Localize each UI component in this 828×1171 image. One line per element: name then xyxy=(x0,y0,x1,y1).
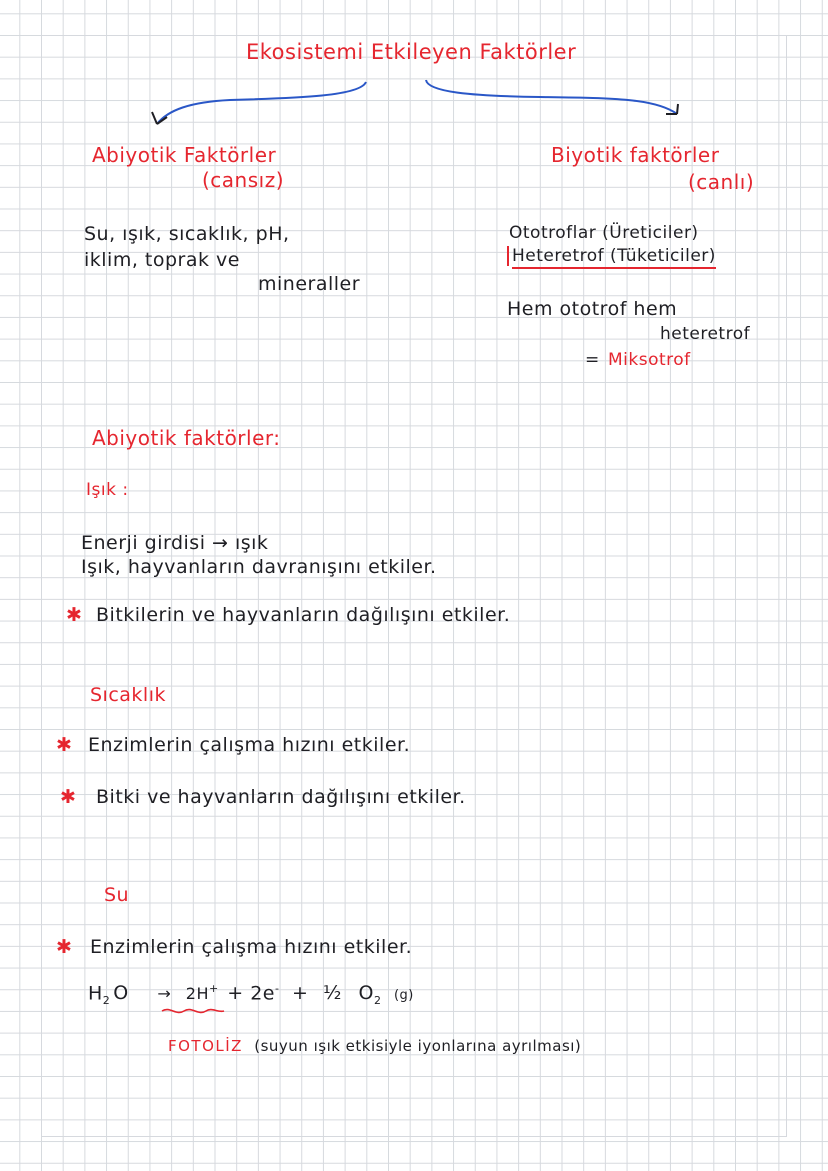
temperature-bullet1: Enzimlerin çalışma hızını etkiler. xyxy=(88,734,411,756)
biotic-both-line1: Hem ototrof hem xyxy=(507,298,678,320)
fotoliz-line xyxy=(168,1037,581,1055)
biotic-heading: Biyotik faktörler xyxy=(551,143,720,167)
abiotic-heading: Abiyotik Faktörler xyxy=(92,143,277,167)
eq-electron: 2e xyxy=(250,982,275,1005)
abiotic-items-line3: mineraller xyxy=(258,273,361,295)
abiotic-subheading: (cansız) xyxy=(202,168,285,192)
page-title: Ekosistemi Etkileyen Faktörler xyxy=(246,40,577,64)
eq-electron-charge: - xyxy=(275,982,280,995)
eq-h: H xyxy=(88,982,103,1005)
eq-arrow: → xyxy=(157,984,172,1004)
biotic-equals: = xyxy=(585,350,600,370)
section-heading: Abiyotik faktörler: xyxy=(92,426,281,450)
h2o-squiggle-underline xyxy=(162,1010,224,1013)
light-line2: Işık, hayvanların davranışını etkiler. xyxy=(81,556,437,578)
eq-proton-charge: + xyxy=(208,982,219,995)
eq-state: (g) xyxy=(393,988,414,1004)
biotic-subheading: (canlı) xyxy=(688,170,755,194)
eq-plus-2: + xyxy=(292,982,309,1005)
eq-plus-1: + xyxy=(227,982,244,1005)
eq-h-subscript: 2 xyxy=(102,994,111,1008)
temperature-bullet-mark-1: ✱ xyxy=(56,734,73,756)
eq-proton: 2H xyxy=(185,984,209,1004)
eq-o: O xyxy=(113,982,129,1005)
biotic-both-line2: heteretrof xyxy=(660,324,751,344)
fotoliz-label: FOTOLİZ xyxy=(168,1037,243,1055)
photolysis-equation xyxy=(88,982,414,1007)
temperature-bullet2: Bitki ve hayvanların dağılışını etkiler. xyxy=(96,786,466,808)
light-bullet-mark: ✱ xyxy=(66,604,83,626)
light-title: Işık : xyxy=(86,480,129,500)
biotic-ototrof: Ototroflar (Üreticiler) xyxy=(509,223,699,243)
fotoliz-description: (suyun ışık etkisiyle iyonlarına ayrılması) xyxy=(254,1037,582,1055)
biotic-heterotrof: Heteretrof (Tüketiciler) xyxy=(512,246,716,269)
light-bullet1: Bitkilerin ve hayvanların dağılışını etkiler. xyxy=(96,604,511,626)
left-arrow-curve xyxy=(157,82,366,124)
biotic-miksotrof: Miksotrof xyxy=(608,350,691,370)
temperature-title: Sıcaklık xyxy=(90,684,166,706)
eq-half: ½ xyxy=(323,982,342,1005)
biotic-heterotrof-row xyxy=(507,246,716,266)
temperature-bullet-mark-2: ✱ xyxy=(60,786,77,808)
eq-o2-subscript: 2 xyxy=(373,994,382,1008)
water-title: Su xyxy=(104,884,130,906)
right-arrow-curve xyxy=(426,80,677,114)
abiotic-items-line1: Su, ışık, sıcaklık, pH, xyxy=(84,223,290,245)
right-arrowhead xyxy=(666,104,678,114)
light-line1: Enerji girdisi → ışık xyxy=(81,532,269,554)
water-bullet1: Enzimlerin çalışma hızını etkiler. xyxy=(90,936,413,958)
water-bullet-mark: ✱ xyxy=(56,936,73,958)
eq-o2: O xyxy=(358,982,374,1005)
abiotic-items-line2: iklim, toprak ve xyxy=(84,249,240,271)
left-arrowhead xyxy=(152,112,167,124)
grid-paper xyxy=(41,35,787,1137)
